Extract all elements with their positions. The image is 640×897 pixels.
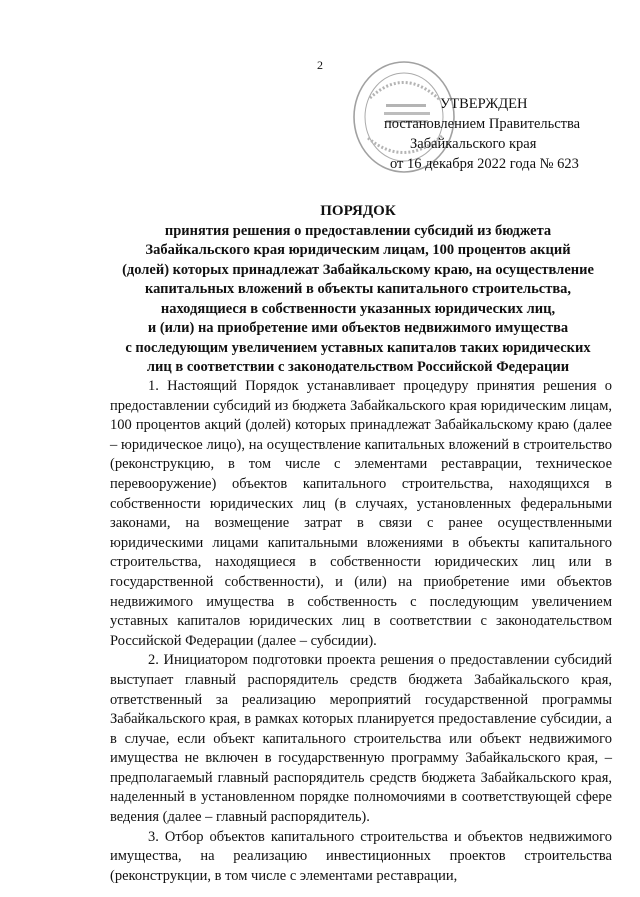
page-number: 2: [317, 58, 323, 72]
title-line: и (или) на приобретение ими объектов недвижимого имущества: [147, 320, 569, 336]
document-body: [110, 377, 612, 886]
paragraph-1: 1. Настоящий Порядок устанавливает процедуру принятия решения о предоставлении субсидий из бюджета Забайкальского края юридическим лицам, 100 процентов акций (долей) которых принадлежат Забайкальскому краю (далее – юридическое лицо), на осуществление капитальных вложений в строительство (реконструкцию, в том числе с элементами реставрации, техническое перевооружение) объектов капитального строительства, находящихся в собственности юридических лиц (в случаях, установленных федеральными законами, на возмещение затрат в связи с ранее осуществленными юридическими лицами капитальными вложениями в объекты капитального строительства, находящиеся в собственности юридических лиц или в государственной собственности), и (или) на приобретение ими объектов недвижимого имущества в собственность с последующим увеличением уставных капиталов юридических лиц в соответствии с законодательством Российской Федерации (далее – субсидии).: [110, 378, 612, 649]
title-main: ПОРЯДОК: [320, 203, 396, 219]
document-title: [100, 202, 616, 378]
title-line: лиц в соответствии с законодательством Российской Федерации: [146, 359, 570, 375]
title-line: принятия решения о предоставлении субсидий из бюджета: [164, 222, 552, 239]
approval-line-3: от 16 декабря 2022 года № 623: [390, 156, 579, 172]
title-line: находящиеся в собственности указанных юридических лиц,: [160, 300, 556, 317]
approval-line-2: Забайкальского края: [410, 136, 537, 152]
approval-heading: УТВЕРЖДЕН: [440, 96, 528, 112]
title-line: с последующим увеличением уставных капиталов таких юридических: [125, 339, 591, 356]
approval-line-1: постановлением Правительства: [384, 116, 581, 132]
title-line: (долей) которых принадлежат Забайкальскому краю, на осуществление: [122, 261, 594, 278]
title-line: капитальных вложений в объекты капитального строительства,: [144, 281, 572, 297]
approval-block: [360, 94, 616, 174]
paragraph-2: 2. Инициатором подготовки проекта решения о предоставлении субсидий выступает главный распорядитель средств бюджета Забайкальского края, ответственный за реализацию мероприятий государственной программы Забайкальского края, в рамках которых планируется предоставление субсидии, а в случае, если объект капитального строительства или объект недвижимого имущества не включен в государственную программу Забайкальского края, – предполагаемый главный распорядитель средств бюджета Забайкальского края, наделенный в установленном порядке полномочиями в соответствующей сфере ведения (далее – главный распорядитель).: [110, 652, 612, 826]
title-line: Забайкальского края юридическим лицам, 100 процентов акций: [145, 242, 571, 258]
paragraph-3: 3. Отбор объектов капитального строительства и объектов недвижимого имущества, на реализацию инвестиционных проектов строительства (реконструкции, в том числе с элементами реставрации,: [110, 828, 612, 884]
